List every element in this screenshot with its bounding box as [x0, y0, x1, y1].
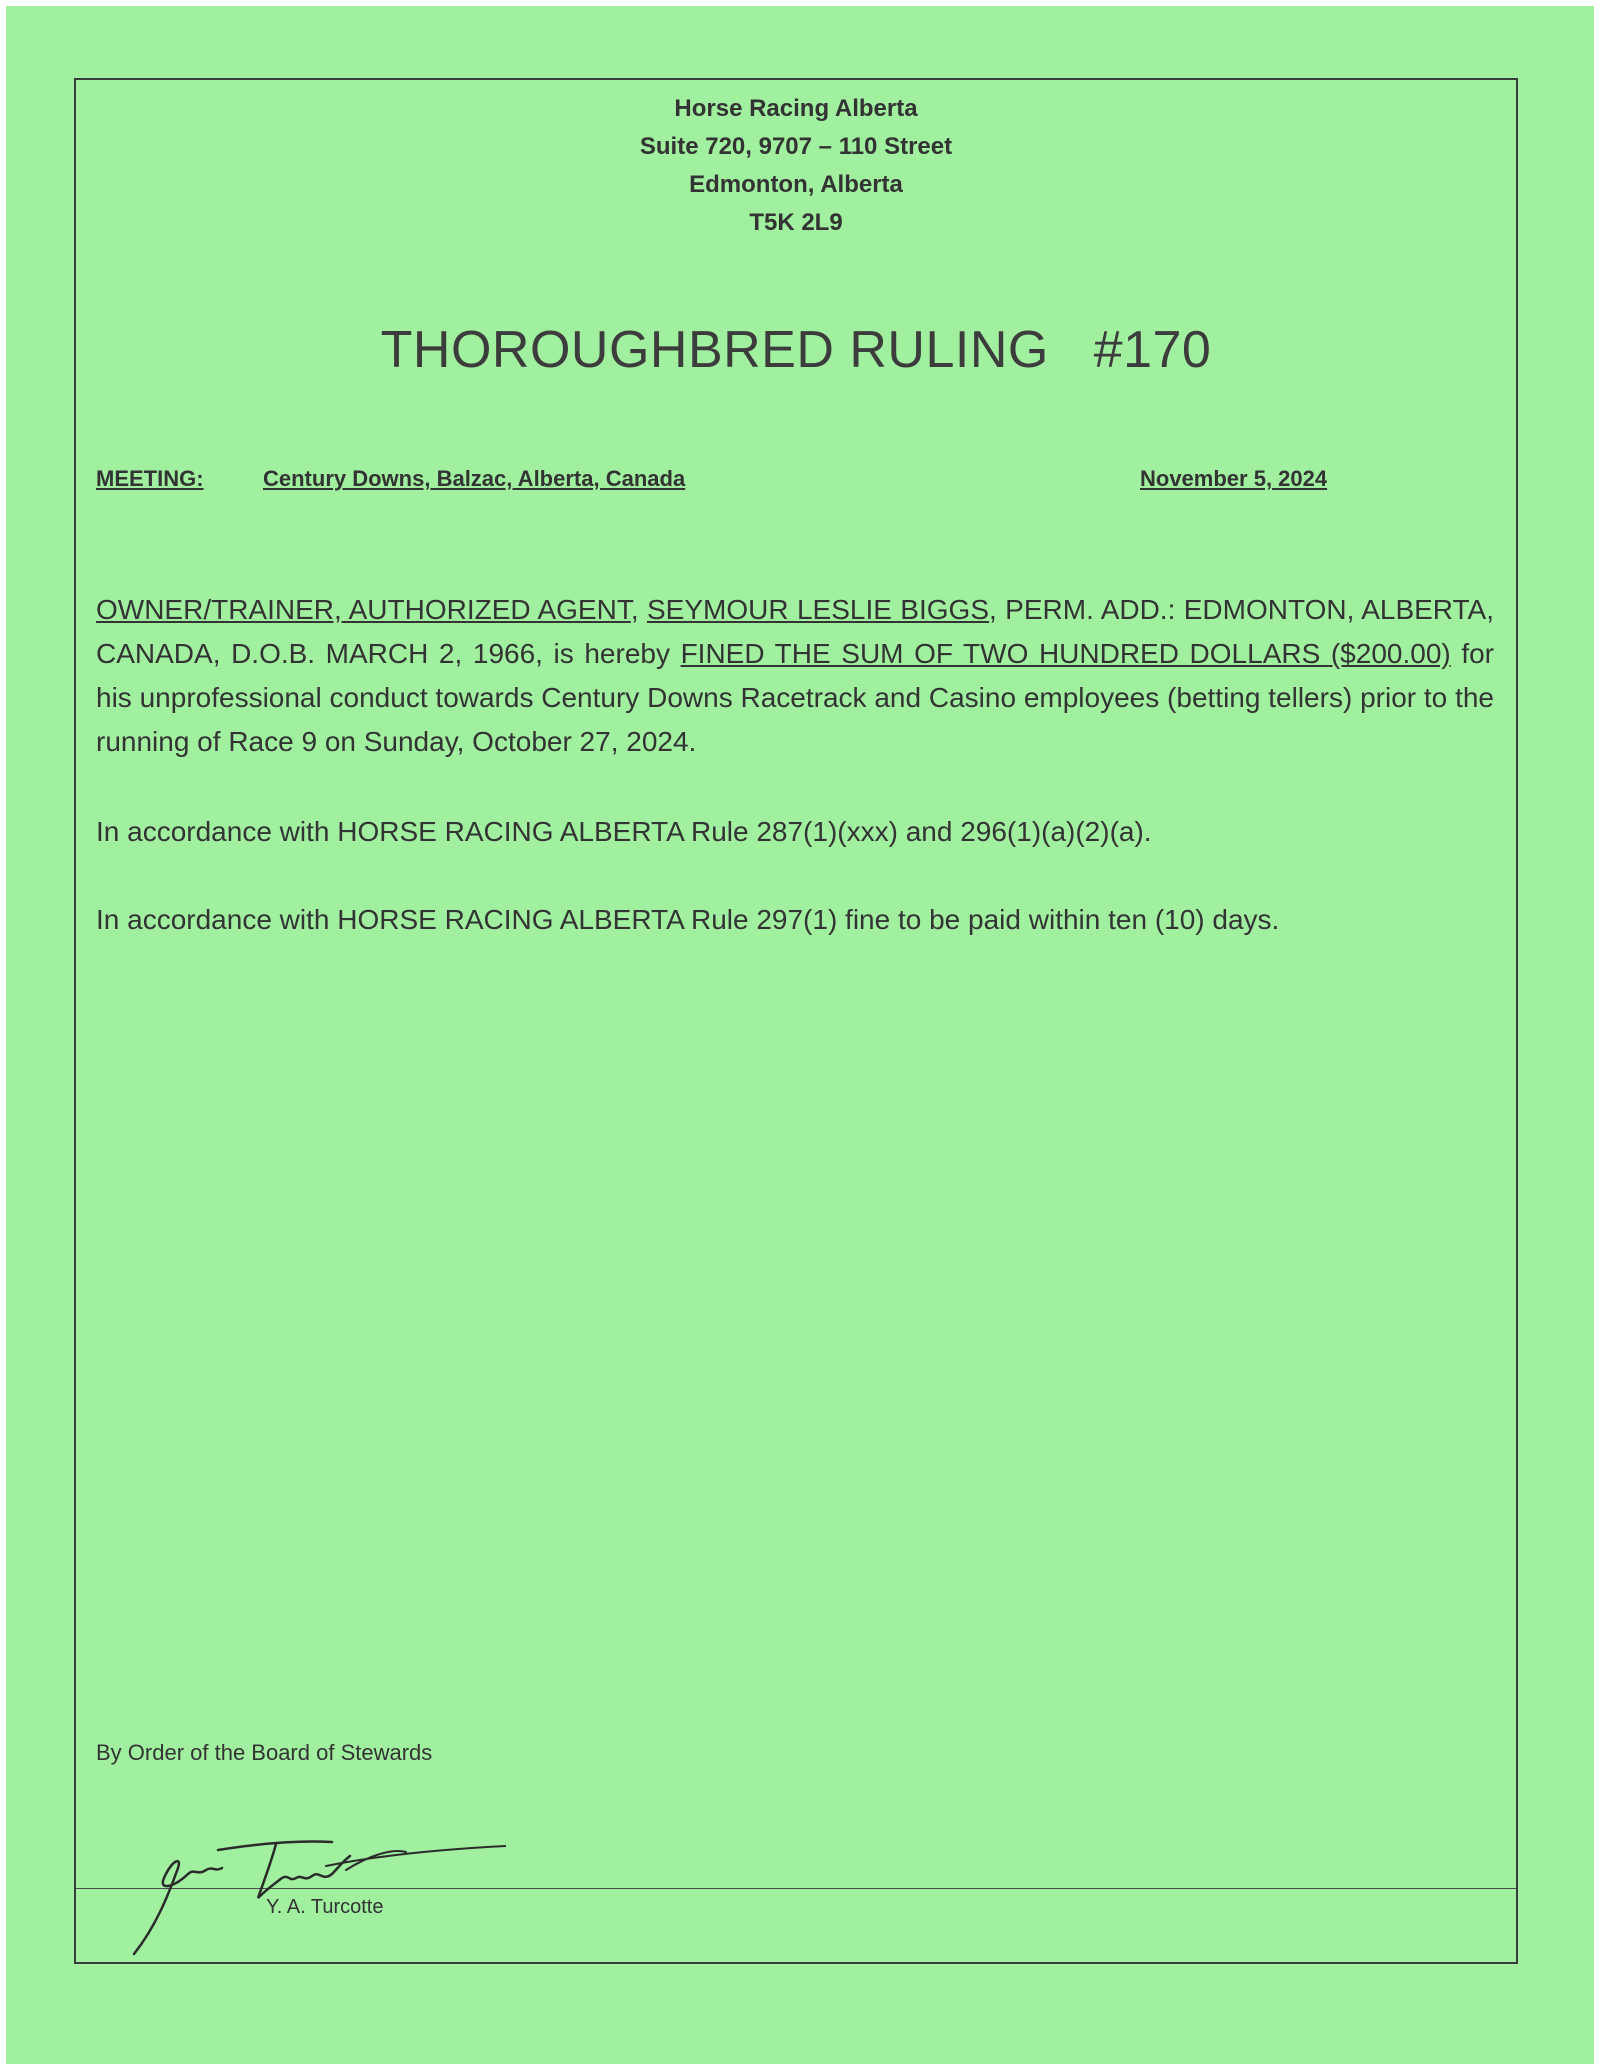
licensee-name: SEYMOUR LESLIE BIGGS [647, 594, 989, 625]
signer-name: Y. A. Turcotte [266, 1896, 384, 1918]
meeting-date: November 5, 2024 [1140, 466, 1328, 491]
document-frame [74, 78, 1518, 1964]
ruling-paragraph [96, 588, 1494, 764]
rule-reference-1: In accordance with HORSE RACING ALBERTA Rule 287(1)(xxx) and 296(1)(a)(2)(a). [96, 816, 1152, 847]
ruling-reason: for his unprofessional conduct towards Century Downs Racetrack and Casino employees (betting tellers) prior to the running of Race 9 on Sunday, October 27, 2024. [96, 638, 1495, 757]
signature-image [106, 1826, 506, 1956]
ruling-title: THOROUGHBRED RULING #170 [380, 321, 1212, 379]
address-line-2: Edmonton, Alberta [689, 171, 903, 198]
org-name: Horse Racing Alberta [674, 95, 918, 122]
licensee-role: OWNER/TRAINER, AUTHORIZED AGENT [96, 594, 631, 625]
penalty-text: FINED THE SUM OF TWO HUNDRED DOLLARS ($200.00) [680, 638, 1451, 669]
separator: , [630, 594, 647, 625]
meeting-venue: Century Downs, Balzac, Alberta, Canada [263, 466, 686, 491]
address-line-1: Suite 720, 9707 – 110 Street [639, 133, 953, 160]
document-page [6, 6, 1594, 2064]
postal-code: T5K 2L9 [749, 209, 843, 236]
order-statement: By Order of the Board of Stewards [96, 1740, 433, 1765]
licensee-details: , PERM. ADD.: EDMONTON, ALBERTA, CANADA, D.O.B. MARCH 2, 1966, is hereby [96, 594, 1494, 669]
letterhead [76, 90, 1516, 242]
meeting-label: MEETING: [96, 466, 204, 491]
rule-reference-2: In accordance with HORSE RACING ALBERTA Rule 297(1) fine to be paid within ten (10) days. [96, 904, 1280, 935]
